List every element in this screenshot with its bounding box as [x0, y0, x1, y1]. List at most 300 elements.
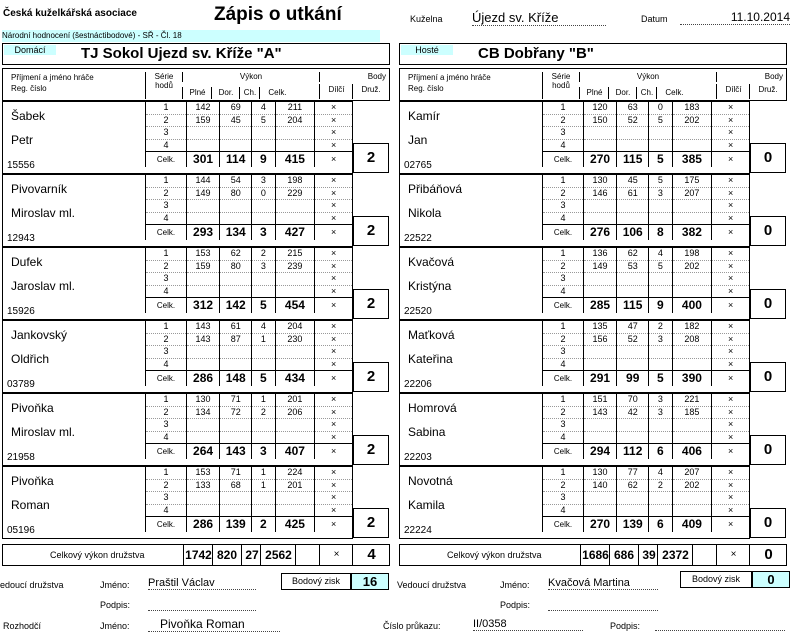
- series-value: [252, 492, 275, 505]
- rules-subtitle: Národní hodnocení (šestnáctibodové) - SŘ - Čl. 18: [2, 30, 380, 42]
- player-reg: 12943: [7, 233, 35, 244]
- series-value: 68: [220, 479, 252, 492]
- referee-name: Pivoňka Roman: [148, 617, 280, 632]
- player-surname: Homrová: [408, 401, 457, 415]
- series-row: [543, 492, 750, 505]
- column-headers-1: [399, 68, 787, 101]
- total-label: Celk.: [146, 225, 187, 241]
- series-value: 2: [252, 406, 275, 419]
- total-value: 293: [186, 225, 219, 241]
- series-number: 1: [146, 248, 187, 260]
- col-performance: Výkon: [579, 72, 716, 82]
- player-firstname: Nikola: [408, 206, 442, 220]
- series-row: [146, 358, 353, 371]
- total-value: 270: [583, 517, 616, 533]
- series-value: 4: [252, 102, 275, 114]
- series-number: 4: [146, 431, 187, 444]
- mark-cell: ×: [712, 285, 749, 298]
- series-number: 2: [543, 187, 584, 200]
- series-value: [252, 419, 275, 432]
- series-value: [220, 492, 252, 505]
- series-number: 2: [543, 260, 584, 273]
- mark-cell: ×: [712, 152, 749, 168]
- series-row: [543, 479, 750, 492]
- series-value: 61: [220, 321, 252, 333]
- referee-label: Rozhodčí: [3, 621, 42, 631]
- total-value: 407: [275, 444, 315, 460]
- player-surname: Kamír: [408, 109, 441, 123]
- series-value: 201: [275, 394, 315, 406]
- series-value: 45: [220, 114, 252, 127]
- player-reg: 03789: [7, 379, 35, 390]
- total-value: 112: [617, 444, 649, 460]
- total-label: Celk.: [543, 298, 584, 314]
- player-reg: 05196: [7, 525, 35, 536]
- player-surname: Kvačová: [408, 255, 455, 269]
- series-number: 3: [146, 273, 187, 286]
- total-value: 143: [220, 444, 252, 460]
- player-points: 2: [353, 508, 389, 538]
- series-row: [146, 200, 353, 213]
- total-value: 99: [617, 371, 649, 387]
- player-surname: Maťková: [408, 328, 455, 342]
- team-name: TJ Sokol Ujezd sv. Kříže "A": [81, 45, 282, 62]
- total-label: Celk.: [146, 371, 187, 387]
- total-value: 264: [186, 444, 219, 460]
- col-full: Plné: [182, 87, 212, 99]
- total-value: 276: [583, 225, 616, 241]
- series-row: [543, 200, 750, 213]
- total-value: 134: [220, 225, 252, 241]
- series-row: [146, 479, 353, 492]
- player-reg: 22203: [404, 452, 432, 463]
- player-scores: [542, 248, 749, 313]
- total-value: 139: [617, 517, 649, 533]
- series-value: [649, 200, 672, 213]
- series-row: [146, 431, 353, 444]
- home-score-label: Bodový zisk: [281, 573, 351, 590]
- total-value: 454: [275, 298, 315, 314]
- player-reg: 22224: [404, 525, 432, 536]
- player-reg: 22520: [404, 306, 432, 317]
- away-score-label: Bodový zisk: [680, 571, 752, 588]
- series-value: [617, 419, 649, 432]
- series-value: [275, 431, 315, 444]
- series-value: 211: [275, 102, 315, 114]
- series-number: 1: [146, 175, 187, 187]
- mark-cell: ×: [315, 406, 352, 419]
- player-scores: [145, 175, 352, 240]
- series-value: 2: [252, 248, 275, 260]
- series-value: 153: [186, 248, 219, 260]
- series-value: 140: [583, 479, 616, 492]
- away-captain-label: Vedoucí družstva: [397, 580, 467, 590]
- team-header-1: [399, 43, 787, 65]
- series-row: [146, 273, 353, 286]
- player-reg: 22206: [404, 379, 432, 390]
- series-value: 153: [186, 467, 219, 479]
- series-value: 198: [275, 175, 315, 187]
- series-value: [186, 419, 219, 432]
- total-value: 106: [617, 225, 649, 241]
- series-value: 146: [583, 187, 616, 200]
- series-value: [275, 200, 315, 213]
- mark-cell: ×: [315, 139, 352, 152]
- player-scores: [542, 102, 749, 167]
- series-value: [252, 200, 275, 213]
- series-value: 221: [672, 394, 712, 406]
- series-number: 1: [543, 175, 584, 187]
- away-score: 0: [752, 571, 790, 588]
- series-value: [617, 127, 649, 140]
- series-row: [146, 346, 353, 359]
- mark-cell: ×: [712, 298, 749, 314]
- total-label: Celk.: [543, 371, 584, 387]
- series-number: 4: [543, 285, 584, 298]
- player-block: [2, 247, 353, 320]
- series-number: 4: [146, 212, 187, 225]
- series-value: [186, 504, 219, 517]
- series-number: 4: [146, 285, 187, 298]
- player-reg: 22522: [404, 233, 432, 244]
- total-label: Celk.: [543, 517, 584, 533]
- series-value: 143: [186, 333, 219, 346]
- mark-cell: ×: [315, 127, 352, 140]
- series-value: [220, 127, 252, 140]
- mark-cell: ×: [315, 419, 352, 432]
- team-total-value: 820: [212, 545, 241, 565]
- series-value: 175: [672, 175, 712, 187]
- mark-cell: ×: [712, 467, 749, 479]
- player-firstname: Kateřina: [408, 352, 453, 366]
- player-firstname: Roman: [11, 498, 50, 512]
- mark-cell: ×: [712, 175, 749, 187]
- player-scores: [542, 467, 749, 532]
- mark-cell: ×: [315, 321, 352, 333]
- player-block: [2, 101, 353, 174]
- mark-cell: ×: [712, 139, 749, 152]
- series-value: 201: [275, 479, 315, 492]
- mark-cell: ×: [712, 200, 749, 213]
- total-value: 115: [617, 152, 649, 168]
- series-value: [617, 285, 649, 298]
- series-value: [252, 212, 275, 225]
- player-reg: 02765: [404, 160, 432, 171]
- series-value: [186, 212, 219, 225]
- col-points: Body: [716, 72, 785, 82]
- series-row: [146, 187, 353, 200]
- series-value: [186, 492, 219, 505]
- series-number: 3: [543, 273, 584, 286]
- series-value: [583, 139, 616, 152]
- mark-cell: ×: [712, 358, 749, 371]
- player-points: 2: [353, 435, 389, 465]
- series-value: 159: [186, 114, 219, 127]
- mark-cell: ×: [315, 248, 352, 260]
- player-scores: [542, 394, 749, 459]
- player-surname: Pivovarník: [11, 182, 68, 196]
- series-value: [220, 273, 252, 286]
- mark-cell: ×: [315, 358, 352, 371]
- total-label: Celk.: [543, 152, 584, 168]
- col-clear: Dor.: [608, 87, 637, 99]
- series-value: 204: [275, 114, 315, 127]
- series-value: [220, 212, 252, 225]
- home-sign-label: Podpis:: [100, 600, 131, 610]
- series-number: 2: [146, 187, 187, 200]
- series-value: [672, 273, 712, 286]
- series-value: 198: [672, 248, 712, 260]
- series-value: [220, 139, 252, 152]
- card-number: II/0358: [473, 618, 583, 631]
- team-total-label: Celkový výkon družstva: [447, 550, 542, 560]
- series-value: [220, 285, 252, 298]
- series-value: [649, 127, 672, 140]
- player-firstname: Miroslav ml.: [11, 206, 76, 220]
- col-team: Druž.: [352, 84, 389, 99]
- team-total-points: 0: [749, 545, 787, 565]
- series-value: 144: [186, 175, 219, 187]
- total-label: Celk.: [543, 225, 584, 241]
- total-value: 9: [252, 152, 275, 168]
- total-value: 5: [252, 298, 275, 314]
- series-value: [672, 504, 712, 517]
- col-miss: Ch.: [239, 87, 260, 99]
- total-value: 415: [275, 152, 315, 168]
- home-score: 16: [351, 573, 389, 590]
- series-number: 3: [146, 200, 187, 213]
- series-value: 143: [186, 321, 219, 333]
- series-value: 130: [186, 394, 219, 406]
- series-value: 156: [583, 333, 616, 346]
- series-row: [146, 492, 353, 505]
- series-value: 5: [649, 175, 672, 187]
- series-row: [146, 175, 353, 187]
- player-total-row: [543, 152, 750, 168]
- mark-cell: ×: [315, 175, 352, 187]
- series-number: 3: [146, 419, 187, 432]
- series-value: 77: [617, 467, 649, 479]
- mark-cell: ×: [315, 504, 352, 517]
- series-value: [617, 431, 649, 444]
- mark-cell: ×: [712, 479, 749, 492]
- series-value: [252, 346, 275, 359]
- date-label: Datum: [641, 14, 668, 24]
- series-number: 3: [146, 492, 187, 505]
- mark-cell: ×: [319, 545, 353, 565]
- total-value: 427: [275, 225, 315, 241]
- series-value: [649, 358, 672, 371]
- total-label: Celk.: [146, 298, 187, 314]
- series-value: 202: [672, 479, 712, 492]
- series-value: 2: [649, 479, 672, 492]
- referee-signature-line: [655, 618, 785, 631]
- series-value: 62: [220, 248, 252, 260]
- series-row: [146, 394, 353, 406]
- player-surname: Jankovský: [11, 328, 68, 342]
- mark-cell: ×: [712, 394, 749, 406]
- mark-cell: ×: [712, 346, 749, 359]
- player-firstname: Kristýna: [408, 279, 452, 293]
- referee-sign-label: Podpis:: [610, 621, 641, 631]
- series-row: [543, 248, 750, 260]
- series-number: 3: [543, 419, 584, 432]
- total-value: 382: [672, 225, 712, 241]
- series-value: 215: [275, 248, 315, 260]
- player-firstname: Jaroslav ml.: [11, 279, 76, 293]
- org-name: Česká kuželkářská asociace: [3, 8, 137, 19]
- total-value: 406: [672, 444, 712, 460]
- series-value: [186, 127, 219, 140]
- col-name: Příjmení a jméno hráče: [408, 73, 491, 82]
- series-value: 4: [649, 248, 672, 260]
- total-value: 400: [672, 298, 712, 314]
- series-value: [275, 285, 315, 298]
- mark-cell: ×: [315, 467, 352, 479]
- mark-cell: ×: [712, 260, 749, 273]
- player-points: 0: [750, 435, 786, 465]
- mark-cell: ×: [712, 273, 749, 286]
- mark-cell: ×: [315, 114, 352, 127]
- player-surname: Pivoňka: [11, 401, 54, 415]
- player-total-row: [543, 225, 750, 241]
- mark-cell: ×: [712, 406, 749, 419]
- total-value: 434: [275, 371, 315, 387]
- series-value: 120: [583, 102, 616, 114]
- series-row: [543, 431, 750, 444]
- total-label: Celk.: [543, 444, 584, 460]
- player-scores: [145, 102, 352, 167]
- col-ind: Dílčí: [716, 84, 750, 99]
- player-scores: [145, 248, 352, 313]
- series-row: [146, 321, 353, 333]
- total-value: 3: [252, 444, 275, 460]
- series-value: [649, 492, 672, 505]
- team-total-row: [2, 544, 390, 566]
- mark-cell: ×: [712, 187, 749, 200]
- col-clear: Dor.: [211, 87, 240, 99]
- mark-cell: ×: [315, 260, 352, 273]
- player-reg: 15556: [7, 160, 35, 171]
- team-total-value: 39: [638, 545, 659, 565]
- series-value: [220, 200, 252, 213]
- mark-cell: ×: [712, 504, 749, 517]
- team-role: Hosté: [401, 45, 453, 55]
- player-firstname: Miroslav ml.: [11, 425, 76, 439]
- series-value: [649, 431, 672, 444]
- series-value: 3: [649, 187, 672, 200]
- series-value: 3: [649, 394, 672, 406]
- series-row: [543, 346, 750, 359]
- total-value: 286: [186, 517, 219, 533]
- player-points: 2: [353, 143, 389, 173]
- series-value: 1: [252, 333, 275, 346]
- series-value: 0: [649, 102, 672, 114]
- series-value: 143: [583, 406, 616, 419]
- series-row: [543, 406, 750, 419]
- series-number: 3: [543, 346, 584, 359]
- series-row: [146, 127, 353, 140]
- venue-value: Újezd sv. Kříže: [472, 10, 606, 26]
- series-value: [583, 127, 616, 140]
- col-ind: Dílčí: [319, 84, 353, 99]
- series-number: 4: [543, 139, 584, 152]
- player-points: 2: [353, 362, 389, 392]
- mark-cell: ×: [712, 248, 749, 260]
- mark-cell: ×: [712, 419, 749, 432]
- player-points: 0: [750, 289, 786, 319]
- away-sign-label: Podpis:: [500, 600, 531, 610]
- series-value: [275, 346, 315, 359]
- series-number: 1: [543, 248, 584, 260]
- team-total-value: 1686: [580, 545, 610, 565]
- team-total-points: 4: [352, 545, 390, 565]
- series-value: 54: [220, 175, 252, 187]
- series-value: [617, 492, 649, 505]
- total-value: 115: [617, 298, 649, 314]
- series-value: 70: [617, 394, 649, 406]
- series-value: [617, 358, 649, 371]
- total-value: 5: [649, 152, 672, 168]
- series-value: [649, 212, 672, 225]
- series-row: [543, 273, 750, 286]
- date-value: 11.10.2014: [680, 10, 790, 25]
- series-value: [649, 273, 672, 286]
- mark-cell: ×: [315, 212, 352, 225]
- total-value: 285: [583, 298, 616, 314]
- player-firstname: Petr: [11, 133, 34, 147]
- mark-cell: ×: [315, 394, 352, 406]
- series-row: [146, 139, 353, 152]
- team-total-value: 1742: [183, 545, 213, 565]
- mark-cell: ×: [712, 444, 749, 460]
- total-value: 9: [649, 298, 672, 314]
- col-reg: Reg. číslo: [408, 84, 444, 93]
- total-value: 312: [186, 298, 219, 314]
- referee-name-label: Jméno:: [100, 621, 130, 631]
- series-number: 4: [543, 504, 584, 517]
- series-value: 63: [617, 102, 649, 114]
- mark-cell: ×: [315, 346, 352, 359]
- series-value: 0: [252, 187, 275, 200]
- mark-cell: ×: [716, 545, 750, 565]
- total-value: 8: [649, 225, 672, 241]
- home-captain-name-label: Jméno:: [100, 580, 130, 590]
- col-series: Série hodů: [145, 72, 182, 99]
- mark-cell: ×: [315, 492, 352, 505]
- mark-cell: ×: [315, 298, 352, 314]
- mark-cell: ×: [712, 127, 749, 140]
- series-value: [186, 346, 219, 359]
- series-value: 62: [617, 479, 649, 492]
- series-value: 52: [617, 333, 649, 346]
- player-surname: Přibáňová: [408, 182, 463, 196]
- series-value: [649, 285, 672, 298]
- series-row: [543, 285, 750, 298]
- player-points: 0: [750, 143, 786, 173]
- series-row: [146, 333, 353, 346]
- player-block: [399, 247, 750, 320]
- series-row: [146, 248, 353, 260]
- series-value: [672, 127, 712, 140]
- series-value: 5: [252, 114, 275, 127]
- series-value: [672, 285, 712, 298]
- player-total-row: [543, 371, 750, 387]
- series-value: 4: [649, 467, 672, 479]
- series-value: 224: [275, 467, 315, 479]
- series-value: [275, 492, 315, 505]
- series-value: [672, 419, 712, 432]
